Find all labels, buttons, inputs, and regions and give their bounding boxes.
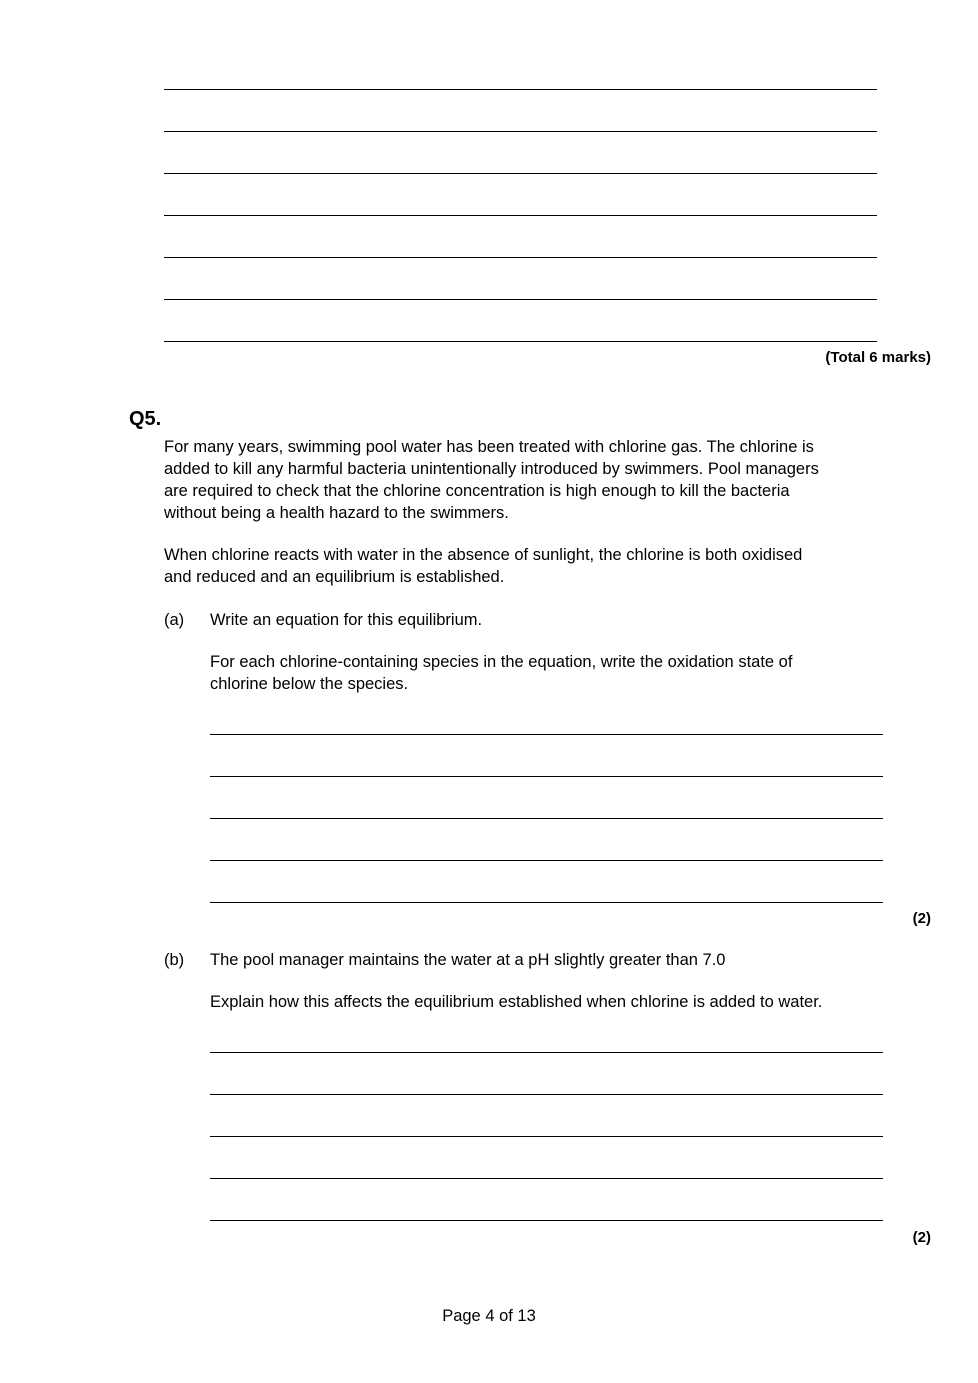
answer-line[interactable] [164, 341, 877, 342]
intro-line: are required to check that the chlorine concentration is high enough to kill the bacteria [164, 482, 790, 500]
total-marks: (Total 6 marks) [825, 349, 931, 366]
answer-line[interactable] [164, 173, 877, 174]
part-b-marks: (2) [912, 1229, 931, 1246]
subinstruction-line: chlorine below the species. [210, 675, 409, 693]
intro-line: added to kill any harmful bacteria unintentionally introduced by swimmers. Pool managers [164, 460, 819, 478]
answer-line[interactable] [164, 131, 877, 132]
answer-line[interactable] [164, 299, 877, 300]
answer-line[interactable] [210, 1178, 883, 1179]
part-a-label: (a) [164, 611, 185, 629]
part-b-instruction: The pool manager maintains the water at a pH slightly greater than 7.0 [210, 951, 726, 969]
question-context [164, 544, 802, 588]
context-line: When chlorine reacts with water in the absence of sunlight, the chlorine is both oxidised [164, 546, 803, 564]
part-a-instruction: Write an equation for this equilibrium. [210, 611, 483, 629]
part-a-marks: (2) [912, 910, 931, 927]
question-intro [164, 436, 819, 524]
answer-line[interactable] [210, 1136, 883, 1137]
answer-line[interactable] [210, 860, 883, 861]
part-b-subinstruction: Explain how this affects the equilibrium established when chlorine is added to water. [210, 993, 823, 1011]
answer-line[interactable] [210, 734, 883, 735]
answer-line[interactable] [210, 1220, 883, 1221]
context-line: and reduced and an equilibrium is established. [164, 568, 505, 586]
page-number: Page 4 of 13 [442, 1307, 536, 1325]
answer-line[interactable] [210, 1052, 883, 1053]
answer-line[interactable] [164, 257, 877, 258]
answer-line[interactable] [210, 902, 883, 903]
question-number: Q5. [129, 408, 162, 430]
part-a-subinstruction [210, 651, 792, 695]
answer-line[interactable] [210, 818, 883, 819]
intro-line: without being a health hazard to the swimmers. [164, 504, 509, 522]
subinstruction-line: For each chlorine-containing species in the equation, write the oxidation state of [210, 653, 793, 671]
answer-line[interactable] [164, 215, 877, 216]
answer-line[interactable] [164, 89, 877, 90]
answer-line[interactable] [210, 1094, 883, 1095]
intro-line: For many years, swimming pool water has been treated with chlorine gas. The chlorine is [164, 438, 814, 456]
part-b-label: (b) [164, 951, 185, 969]
answer-line[interactable] [210, 776, 883, 777]
